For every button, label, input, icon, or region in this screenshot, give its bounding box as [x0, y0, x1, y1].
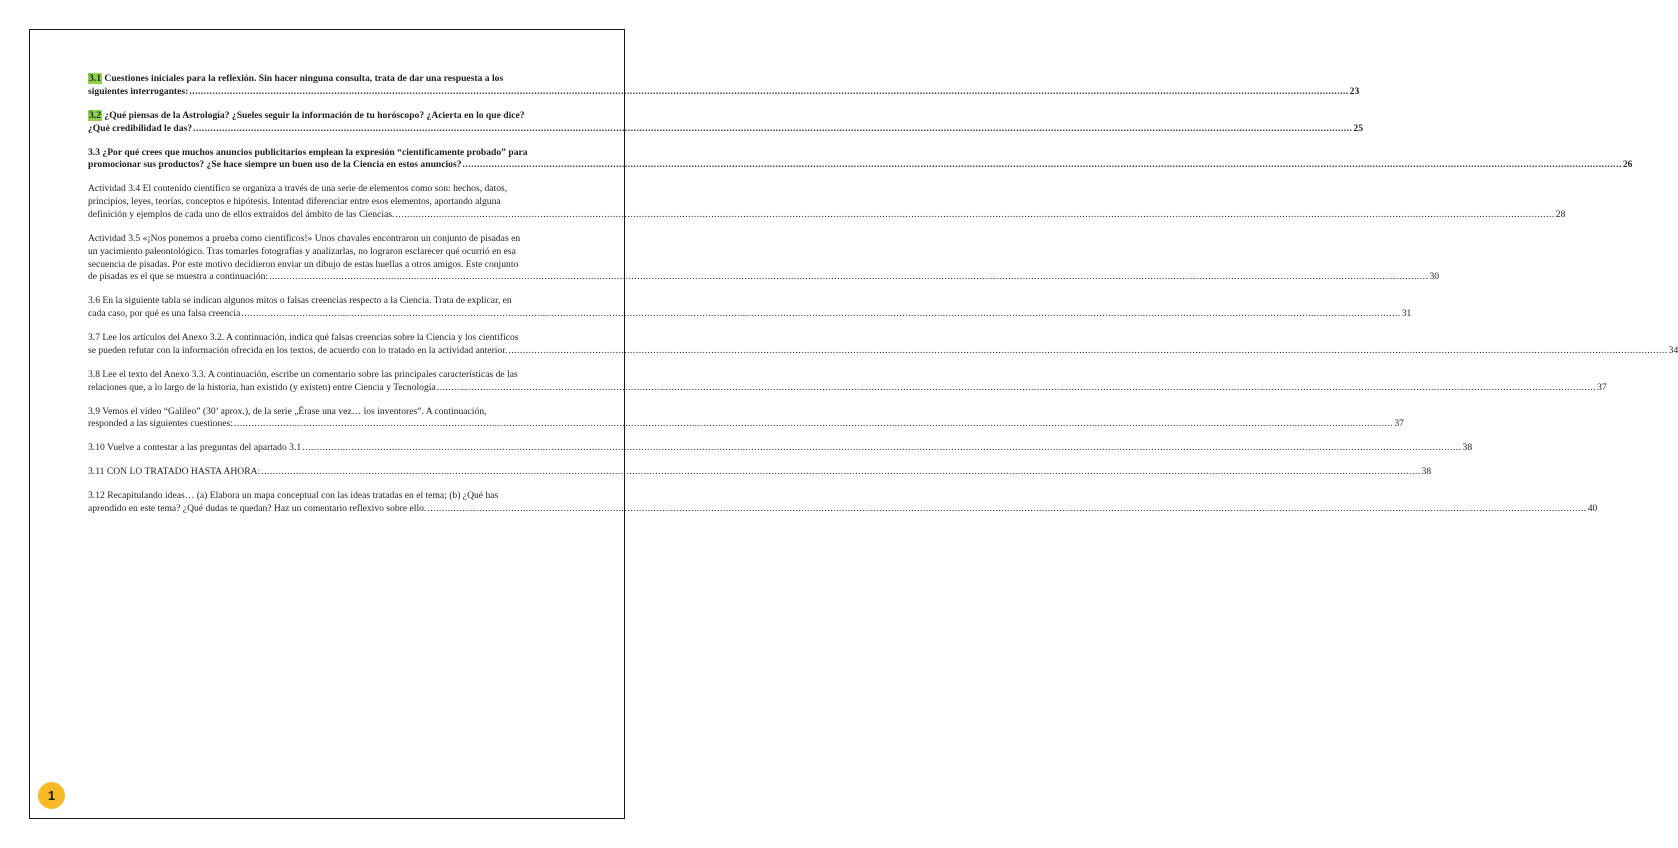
toc-entry-text: secuencia de pisadas. Por este motivo decidieron enviar un dibujo de estas huellas a otros amigos. Este conjunto	[88, 258, 519, 270]
toc-entry-line	[88, 246, 580, 259]
toc-entry[interactable]	[88, 232, 1440, 284]
toc-entry-line	[88, 233, 580, 246]
toc-entry-line	[88, 406, 580, 419]
toc-entry-text: de pisadas es el que se muestra a continuación:	[88, 271, 269, 283]
toc-entry-last-line	[88, 85, 1360, 99]
toc-entry-text: responded a las siguientes cuestiones:	[88, 418, 233, 430]
toc-entry-text: 3.9 Vemos el vídeo “Galileo” (30’ aprox.), de la serie „Érase una vez… los inventores”. A continuación,	[88, 405, 487, 417]
section-number-highlight: 3.1	[89, 73, 101, 84]
dot-leader: ................................................................................................................................................................................................................................................................................................................................................................................................................	[233, 418, 1394, 430]
toc-entry-text: Cuestiones iniciales para la reflexión. Sin hacer ninguna consulta, trata de dar una respuesta a los	[104, 73, 504, 84]
toc-entry-text: 3.11 CON LO TRATADO HASTA AHORA:	[88, 466, 261, 478]
toc-entry-line	[88, 196, 580, 209]
toc-entry-text: ¿Qué credibilidad le das?	[88, 122, 193, 134]
toc-entry[interactable]	[88, 466, 1432, 479]
toc-entry-line	[88, 73, 580, 86]
dot-leader: ................................................................................................................................................................................................................................................................................................................................................................................................................	[462, 159, 1622, 171]
toc-entry-text: siguientes interrogantes:	[88, 85, 189, 97]
toc-entry-text: se pueden refutar con la información ofrecida en los textos, de acuerdo con lo tratado en la actividad anterior.	[88, 344, 508, 356]
toc-entry-last-line	[88, 503, 1598, 516]
toc-entry-text: ¿Qué piensas de la Astrología? ¿Sueles seguir la información de tu horóscopo? ¿Acierta en lo que dice?	[104, 109, 525, 121]
toc-entry-last-line	[88, 159, 1633, 172]
toc-entry-text: definición y ejemplos de cada uno de ellos extraídos del ámbito de las Ciencias.	[88, 208, 395, 220]
toc-entry-text: aprendido en este tema? ¿Qué dudas te quedan? Haz un comentario reflexivo sobre ello.	[88, 503, 427, 515]
toc-entry-last-line	[88, 208, 1566, 222]
toc-entry-text: 3.10 Vuelve a contestar a las preguntas del apartado 3.1	[88, 442, 302, 454]
toc-entry[interactable]	[88, 295, 1412, 321]
toc-entry-last-line	[88, 442, 1473, 455]
toc-entry-last-line	[88, 418, 1404, 431]
toc-entry-line	[88, 332, 580, 345]
toc-entry-last-line	[88, 381, 1607, 395]
toc-entry-text: 3.8 Lee el texto del Anexo 3.3. A continuación, escribe un comentario sobre las principales características de las	[88, 368, 518, 380]
toc-entry[interactable]	[88, 442, 1473, 455]
toc-entry-line	[88, 110, 580, 123]
table-of-contents	[88, 73, 1678, 527]
toc-page-number: 28	[1555, 208, 1566, 220]
toc-entry-text: cada caso, por qué es una falsa creencia	[88, 308, 241, 320]
toc-entry-last-line	[88, 344, 1678, 358]
toc-page-number: 30	[1429, 271, 1440, 283]
dot-leader: ................................................................................................................................................................................................................................................................................................................................................................................................................	[436, 381, 1597, 393]
dot-leader: ................................................................................................................................................................................................................................................................................................................................................................................................................	[395, 208, 1555, 220]
page-number: 1	[47, 788, 56, 803]
toc-entry[interactable]	[88, 109, 1364, 136]
toc-entry-text: un yacimiento paleontológico. Tras tomarles fotografías y analizarlas, no lograron esclarecer qué ocurrió en esa	[88, 245, 516, 257]
toc-entry-text: Actividad 3.5 «¡Nos ponemos a prueba como científicos!» Unos chavales encontraron un conjunto de pisadas en	[88, 232, 521, 244]
toc-entry-text: 3.6 En la siguiente tabla se indican algunos mitos o falsas creencias respecto a la Ciencia. Trata de explicar, en	[88, 295, 512, 307]
toc-entry[interactable]	[88, 183, 1566, 221]
toc-page-number: 37	[1394, 418, 1404, 430]
toc-entry-line	[88, 369, 580, 382]
toc-entry-text: promocionar sus productos? ¿Se hace siempre un buen uso de la Ciencia en estos anuncios?	[88, 159, 462, 171]
dot-leader: ................................................................................................................................................................................................................................................................................................................................................................................................................	[427, 503, 1587, 515]
toc-page-number: 23	[1349, 85, 1360, 97]
dot-leader: ................................................................................................................................................................................................................................................................................................................................................................................................................	[189, 85, 1349, 97]
toc-entry-line	[88, 183, 580, 196]
toc-entry-line	[88, 259, 580, 272]
toc-entry-text: 3.7 Lee los artículos del Anexo 3.2. A continuación, indica qué falsas creencias sobre la Ciencia y los científicos	[88, 332, 519, 344]
dot-leader: ................................................................................................................................................................................................................................................................................................................................................................................................................	[193, 122, 1353, 134]
toc-entry-last-line	[88, 308, 1412, 321]
dot-leader: ................................................................................................................................................................................................................................................................................................................................................................................................................	[269, 271, 1429, 283]
toc-entry-last-line	[88, 122, 1364, 136]
toc-page-number: 34	[1668, 344, 1678, 356]
toc-page-number: 38	[1421, 466, 1432, 478]
toc-entry[interactable]	[88, 490, 1598, 516]
toc-entry-text: Actividad 3.4 El contenido científico se organiza a través de una serie de elementos como son: hechos, datos,	[88, 183, 508, 195]
toc-entry-line	[88, 490, 580, 503]
toc-entry[interactable]	[88, 73, 1360, 99]
toc-entry-text: 3.12 Recapitulando ideas… (a) Elabora un mapa conceptual con las ideas tratadas en el tema; (b) ¿Qué has	[88, 490, 499, 502]
toc-entry[interactable]	[88, 405, 1404, 432]
dot-leader: ................................................................................................................................................................................................................................................................................................................................................................................................................	[241, 308, 1401, 320]
toc-entry-line	[88, 295, 580, 308]
toc-page-number: 40	[1587, 503, 1598, 515]
page-number-badge	[38, 782, 65, 809]
toc-entry-text: principios, leyes, teorías, conceptos e hipótesis. Intentad diferenciar entre esos elementos, aportando alguna	[88, 196, 501, 208]
toc-entry[interactable]	[88, 146, 1633, 173]
toc-entry-line	[88, 147, 580, 160]
toc-page-number: 25	[1353, 122, 1364, 134]
toc-page-number: 26	[1622, 159, 1633, 171]
toc-entry-last-line	[88, 466, 1432, 479]
toc-entry[interactable]	[88, 368, 1607, 395]
toc-entry[interactable]	[88, 332, 1678, 358]
section-number-highlight: 3.2	[89, 109, 101, 121]
toc-page-number: 38	[1462, 442, 1473, 454]
dot-leader: ................................................................................................................................................................................................................................................................................................................................................................................................................	[261, 466, 1421, 478]
toc-entry-text: 3.3 ¿Por qué crees que muchos anuncios publicitarios emplean la expresión “científicamente probado” para	[88, 146, 528, 158]
toc-page-number: 37	[1597, 381, 1607, 393]
dot-leader: ................................................................................................................................................................................................................................................................................................................................................................................................................	[508, 344, 1668, 356]
toc-entry-last-line	[88, 271, 1440, 284]
toc-entry-text: relaciones que, a lo largo de la historia, han existido (y existen) entre Ciencia y Tecnología	[88, 381, 436, 393]
dot-leader: ................................................................................................................................................................................................................................................................................................................................................................................................................	[302, 442, 1462, 454]
toc-page-number: 31	[1401, 308, 1412, 320]
